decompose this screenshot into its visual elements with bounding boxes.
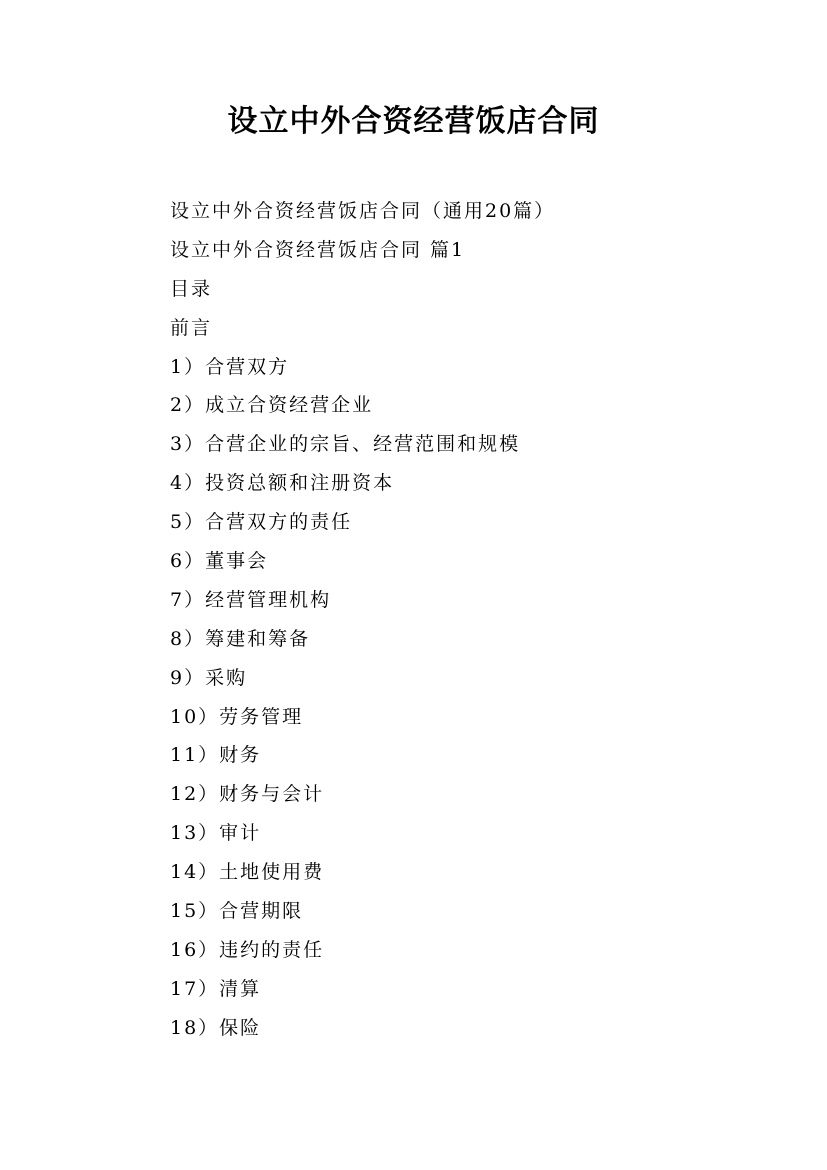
list-item: 17）清算 [170, 977, 262, 1000]
list-item: 前言 [170, 316, 213, 339]
list-item: 2）成立合资经营企业 [170, 394, 374, 417]
list-item: 15）合营期限 [170, 900, 304, 923]
list-item: 5）合营双方的责任 [170, 511, 353, 534]
list-item: 9）采购 [170, 666, 248, 689]
list-item: 6）董事会 [170, 550, 269, 573]
section-heading: 设立中外合资经营饭店合同 篇1 [170, 238, 466, 261]
list-item: 4）投资总额和注册资本 [170, 472, 395, 495]
list-item: 3）合营企业的宗旨、经营范围和规模 [170, 433, 521, 456]
list-item: 10）劳务管理 [170, 705, 304, 728]
document-title: 设立中外合资经营饭店合同 [227, 104, 600, 139]
list-item: 1）合营双方 [170, 355, 290, 378]
toc-heading: 目录 [170, 277, 213, 300]
table-of-contents [170, 192, 555, 1048]
list-item: 11）财务 [170, 744, 262, 767]
list-item: 8）筹建和筹备 [170, 627, 311, 650]
list-item: 14）土地使用费 [170, 861, 325, 884]
list-item: 12）财务与会计 [170, 783, 325, 806]
subtitle-line: 设立中外合资经营饭店合同（通用20篇） [170, 200, 556, 222]
list-item: 7）经营管理机构 [170, 588, 332, 611]
list-item: 16）违约的责任 [170, 938, 325, 961]
list-item: 13）审计 [170, 822, 262, 845]
list-item: 18）保险 [170, 1016, 262, 1039]
